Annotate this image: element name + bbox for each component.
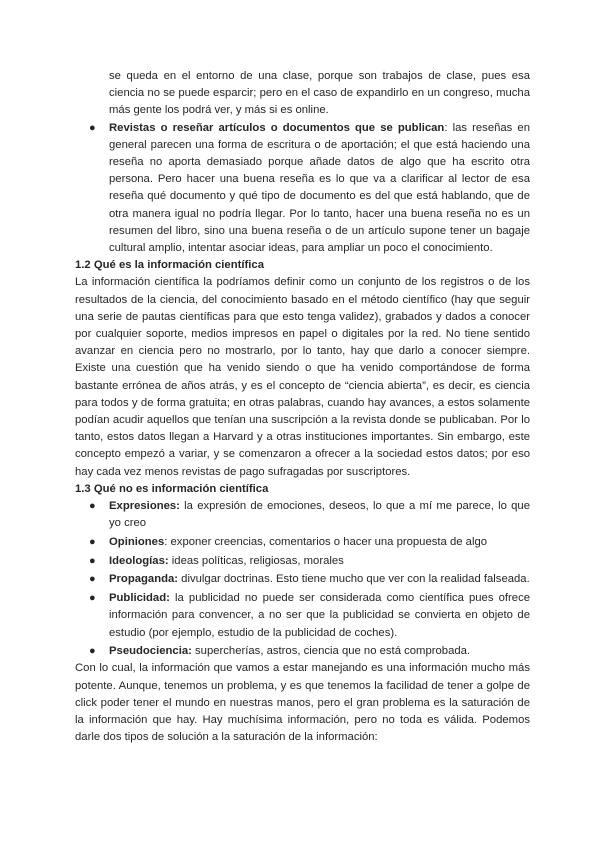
section-heading-1-2: 1.2 Qué es la información científica: [75, 259, 264, 272]
bullet-icon: ●: [89, 500, 96, 513]
list-item-term: Ideologías:: [109, 554, 169, 567]
list-item-opiniones: [75, 534, 530, 551]
list-item-description: la publicidad no puede ser considerada como científica pues ofrece información para convencer, a no ser que la publicidad se convierta en objeto de estudio (por ejemplo, estudio de la publicidad de coches).: [109, 592, 530, 639]
review-bullet-list: [75, 120, 530, 258]
list-item-description: : exponer creencias, comentarios o hacer una propuesta de algo: [164, 535, 488, 548]
list-item-publicidad: [75, 590, 530, 642]
list-item-text: [109, 553, 530, 570]
bullet-icon: ●: [89, 573, 96, 586]
list-item-pseudociencia: [75, 643, 530, 660]
list-item-term: Pseudociencia:: [109, 645, 192, 658]
list-item-description: : las reseñas en general parecen una forma de escritura o de aportación; el que está haciendo una reseña no aporta demasiado porque añade datos de algo que ha escrito otra persona. Pero hacer una buena reseña es lo que va a clarificar al lector de esa reseña qué documento y qué tipo de documento es del que está hablando, que de otra manera igual no podría llegar. Por lo tanto, hacer una buena reseña no es un resumen del libro, sino una buena reseña o de un artículo supone tener un bagaje cultural amplio, intentar asociar ideas, para ampliar un poco el conocimiento.: [109, 121, 530, 255]
list-item-ideologias: [75, 553, 530, 570]
list-item-term: Opiniones: [109, 535, 165, 548]
list-item-text: [109, 120, 530, 258]
list-item-term: Revistas o reseñar artículos o documentos que se publican: [109, 121, 445, 134]
bullet-icon: ●: [89, 121, 96, 134]
not-scientific-list: [75, 498, 530, 660]
list-item-text: [109, 571, 530, 588]
bullet-icon: ●: [89, 592, 96, 605]
list-item-revistas: [75, 120, 530, 258]
section-1-2-paragraph: La información científica la podríamos definir como un conjunto de los registros o de los resultados de la ciencia, del conocimiento basado en el método científico (hay que seguir una serie de pautas científicas para que esto tenga validez), grabados y dados a conocer por cualquier soporte, medios impresos en papel o digitales por la red. No tiene sentido avanzar en ciencia pero no mostrarlo, por lo tanto, hay que darlo a conocer siempre. Existe una cuestión que ha venido siendo o que ha venido comportándose de forma bastante errónea de años atrás, y es el concepto de “ciencia abierta”, es decir, es ciencia para todos y de forma gratuita; en otras palabras, cuando hay avances, a estos solamente podían acudir aquellos que tenían una suscripción a la revista donde se publicaban. Por lo tanto, estos datos llegan a Harvard y a otras instituciones importantes. Sin embargo, este concepto empezó a variar, y se comenzaron a ofrecer a la sociedad estos datos; por eso hay cada vez menos revistas de pago sufragadas por suscriptores.: [75, 276, 530, 478]
list-item-term: Propaganda:: [109, 573, 179, 586]
list-item-term: Expresiones:: [109, 500, 180, 513]
bullet-icon: ●: [89, 645, 96, 658]
page-content: [75, 68, 530, 746]
list-item-text: [109, 534, 530, 551]
closing-paragraph: Con lo cual, la información que vamos a estar manejando es una información mucho más potente. Aunque, tenemos un problema, y es que tenemos la facilidad de tener a golpe de click poder tener el mundo en nuestras manos, pero el gran problema es la saturación de la información que hay. Hay muchísima información, pero no toda es válida. Podemos darle dos tipos de solución a la saturación de la información:: [75, 662, 530, 744]
list-item-expresiones: [75, 498, 530, 532]
list-item-description: la expresión de emociones, deseos, lo que a mí me parece, lo que yo creo: [109, 500, 530, 530]
bullet-icon: ●: [89, 554, 96, 567]
list-item-term: Publicidad:: [109, 592, 170, 605]
section-heading-1-3: 1.3 Qué no es información científica: [75, 482, 269, 495]
list-item-text: [109, 498, 530, 532]
list-item-text: [109, 590, 530, 642]
list-item-description: ideas políticas, religiosas, morales: [168, 554, 344, 567]
list-item-propaganda: [75, 571, 530, 588]
list-item-text: [109, 643, 530, 660]
list-item-description: supercherías, astros, ciencia que no está comprobada.: [191, 645, 471, 658]
bullet-icon: ●: [89, 535, 96, 548]
list-item-description: divulgar doctrinas. Esto tiene mucho que ver con la realidad falseada.: [178, 573, 530, 586]
continued-paragraph: se queda en el entorno de una clase, porque son trabajos de clase, pues esa ciencia no se puede esparcir; pero en el caso de expandirlo en un congreso, mucha más gente los podrá ver, y más si es online.: [109, 70, 530, 117]
